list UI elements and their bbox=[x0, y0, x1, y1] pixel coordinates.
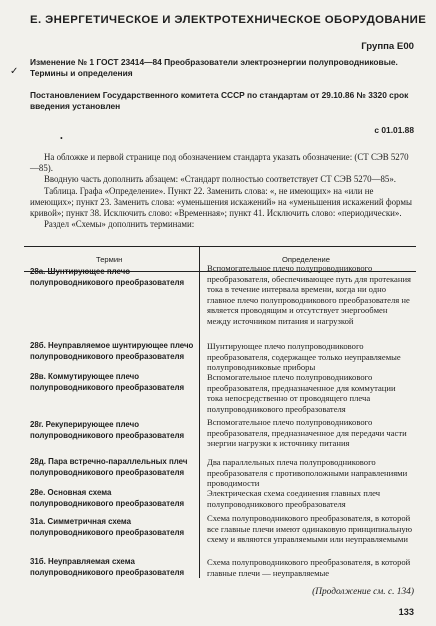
section-header: Е. ЭНЕРГЕТИЧЕСКОЕ И ЭЛЕКТРОТЕХНИЧЕСКОЕ ОБОРУДОВАНИЕ bbox=[30, 14, 427, 26]
table-row-definition: Вспомогательное плечо полупроводникового преобразователя, предназначенное для коммутации тока непосредственно от проводящего плеча полупроводникового преобразователя bbox=[207, 372, 396, 414]
table-row-definition: Электрическая схема соединения главных плеч полупроводникового преобразователя bbox=[207, 488, 381, 509]
column-header-definition: Определение bbox=[282, 255, 331, 264]
resolution-text: Постановлением Государственного комитета СССР по стандартам от 29.10.86 № 3320 срок введения установлен bbox=[30, 90, 409, 111]
margin-mark: • bbox=[60, 134, 63, 143]
table-row-definition: Вспомогательное плечо полупроводникового преобразователя, обеспечивающее путь для протекания тока в течение интервала времени, когда ни одно главное плечо полупроводникового преобразователя не является проводящим и отсутствует энергообмен между источником питания и нагрузкой bbox=[207, 263, 412, 326]
paragraph: Таблица. Графа «Определение». Пункт 22. Заменить слова: «, не имеющих» на «или не имеющих»; пункт 23. Заменить слова: «уменьшения искажений» на «уменьшения искажений формы кривой»; пункт 38. Исключить слово: «Временная»; пункт 41. Исключить слово: «периодически». bbox=[30, 185, 412, 219]
effective-date: с 01.01.88 bbox=[374, 125, 414, 135]
table-row-term: 31б. Неуправляемая схема полупроводникового преобразователя bbox=[30, 557, 185, 577]
table-row-term: 28е. Основная схема полупроводникового преобразователя bbox=[30, 488, 185, 508]
terms-table bbox=[24, 246, 416, 578]
column-header-term: Термин bbox=[96, 255, 123, 264]
table-row-term: 28г. Рекуперирующее плечо полупроводникового преобразователя bbox=[30, 420, 185, 440]
table-row-term: 28б. Неуправляемое шунтирующее плечо полупроводникового преобразователя bbox=[30, 341, 194, 361]
table-row-term: 28в. Коммутирующее плечо полупроводникового преобразователя bbox=[30, 372, 185, 392]
paragraph: Раздел «Схемы» дополнить терминами: bbox=[44, 219, 195, 230]
table-row-term: 28д. Пара встречно-параллельных плеч полупроводникового преобразователя bbox=[30, 457, 188, 477]
table-row-definition: Схема полупроводникового преобразователя, в которой главные плечи — неуправляемые bbox=[207, 557, 411, 578]
group-label: Группа Е00 bbox=[361, 41, 414, 52]
page-number: 133 bbox=[398, 607, 414, 617]
margin-mark: ✓ bbox=[10, 66, 19, 77]
body-text bbox=[30, 152, 416, 230]
table-row-term: 28а. Шунтирующее плечо полупроводникового преобразователя bbox=[30, 267, 185, 287]
table-row-term: 31а. Симметричная схема полупроводникового преобразователя bbox=[30, 517, 185, 537]
table-row-definition: Схема полупроводникового преобразователя, в которой все главные плечи имеют одинаковую принципиальную схему и являются управляемыми или неуправляемыми bbox=[207, 513, 413, 545]
table-row-definition: Два параллельных плеча полупроводникового преобразователя с противоположными направлениями проводимости bbox=[207, 457, 408, 489]
table-row-definition: Вспомогательное плечо полупроводникового преобразователя, предназначенное для передачи части энергии нагрузки к источнику питания bbox=[207, 417, 407, 449]
paragraph: На обложке и первой странице под обозначением стандарта указать обозначение: (СТ СЭВ 5270—85). bbox=[30, 152, 409, 174]
continuation-note: (Продолжение см. с. 134) bbox=[312, 587, 414, 597]
table-divider bbox=[199, 247, 200, 578]
paragraph: Вводную часть дополнить абзацем: «Стандарт полностью соответствует СТ СЭВ 5270—85». bbox=[44, 174, 396, 185]
table-row-definition: Шунтирующее плечо полупроводникового преобразователя, содержащее только неуправляемые полупроводниковые приборы bbox=[207, 341, 401, 373]
amendment-title: Изменение № 1 ГОСТ 23414—84 Преобразователи электроэнергии полупроводниковые. Термины и определения bbox=[30, 57, 398, 78]
